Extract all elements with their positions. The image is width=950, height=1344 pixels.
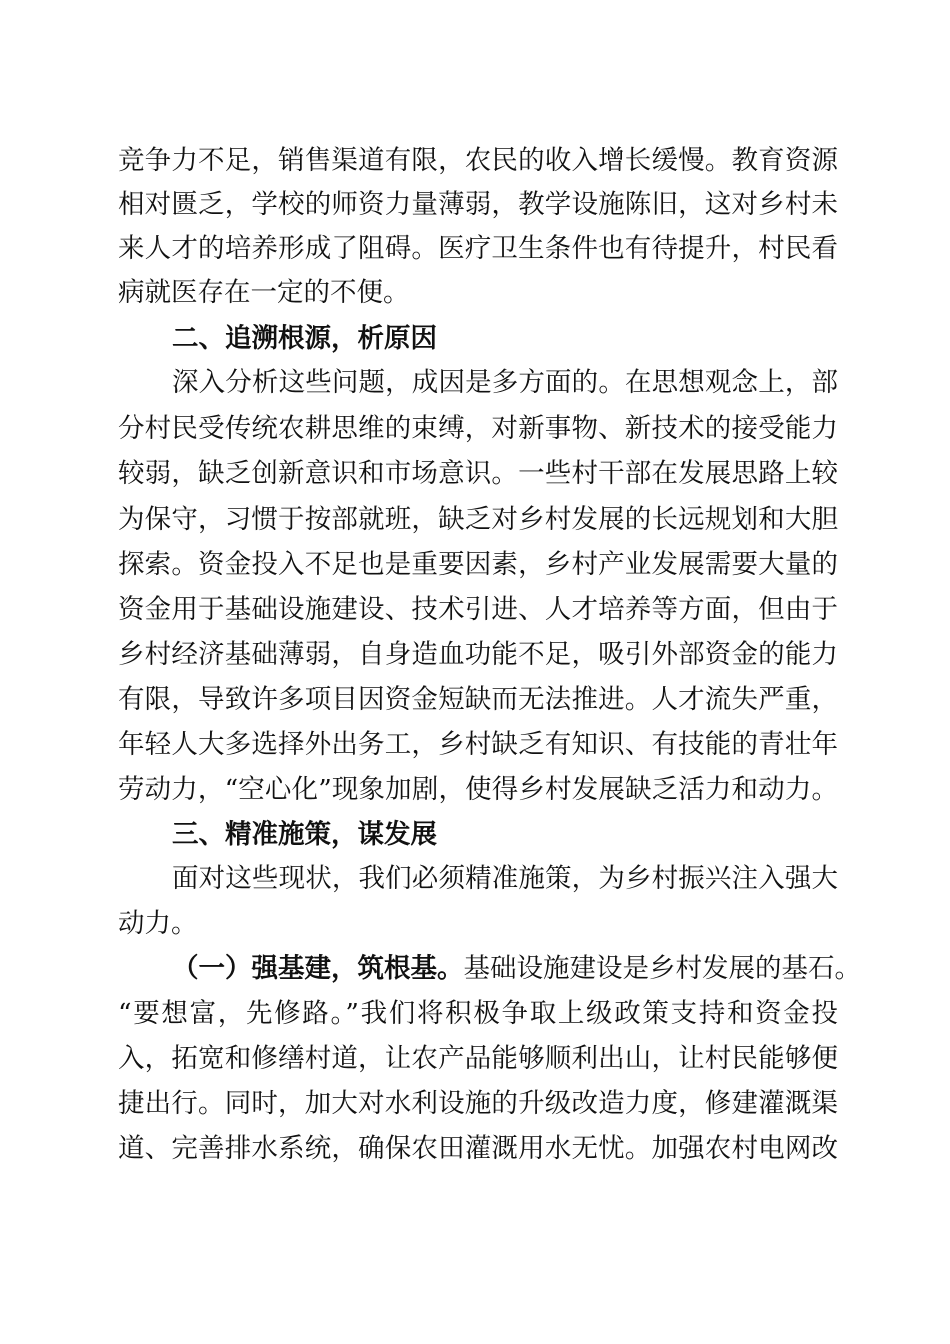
body-line: 竞争力不足，销售渠道有限，农民的收入增长缓慢。教育资源	[118, 145, 838, 176]
body-line: 较弱，缺乏创新意识和市场意识。一些村干部在发展思路上较	[118, 458, 838, 489]
body-line: 病就医存在一定的不便。	[118, 277, 410, 308]
body-line: 分村民受传统农耕思维的束缚，对新事物、新技术的接受能力	[118, 413, 838, 444]
body-line: 深入分析这些问题，成因是多方面的。在思想观念上，部	[172, 367, 838, 398]
sub-heading: （一）强基建，筑根基。	[172, 953, 464, 984]
body-line: 面对这些现状，我们必须精准施策，为乡村振兴注入强大	[172, 863, 838, 894]
body-line: 入，拓宽和修缮村道，让农产品能够顺利出山，让村民能够便	[118, 1043, 838, 1074]
sub-section-line	[172, 946, 861, 992]
body-line: 为保守，习惯于按部就班，缺乏对乡村发展的长远规划和大胆	[118, 504, 838, 535]
body-line: 道、完善排水系统，确保农田灌溉用水无忧。加强农村电网改	[118, 1133, 838, 1164]
body-line: 动力。	[118, 908, 198, 939]
body-line: 乡村经济基础薄弱，自身造血功能不足，吸引外部资金的能力	[118, 639, 838, 670]
section-heading-3: 三、精准施策，谋发展	[172, 819, 437, 850]
body-line: 有限，导致许多项目因资金短缺而无法推进。人才流失严重，	[118, 684, 838, 715]
body-line: 来人才的培养形成了阻碍。医疗卫生条件也有待提升，村民看	[118, 233, 838, 264]
body-line: “要想富，先修路。”我们将积极争取上级政策支持和资金投	[118, 998, 838, 1029]
sub-heading-body: 基础设施建设是乡村发展的基石。	[463, 953, 861, 984]
body-line: 捷出行。同时，加大对水利设施的升级改造力度，修建灌溉渠	[118, 1088, 838, 1119]
body-line: 相对匮乏，学校的师资力量薄弱，教学设施陈旧，这对乡村未	[118, 189, 838, 220]
body-line: 探索。资金投入不足也是重要因素，乡村产业发展需要大量的	[118, 549, 838, 580]
body-line: 年轻人大多选择外出务工，乡村缺乏有知识、有技能的青壮年	[118, 729, 838, 760]
body-line: 资金用于基础设施建设、技术引进、人才培养等方面，但由于	[118, 594, 838, 625]
section-heading-2: 二、追溯根源，析原因	[172, 323, 437, 354]
body-line: 劳动力，“空心化”现象加剧，使得乡村发展缺乏活力和动力。	[118, 774, 838, 805]
